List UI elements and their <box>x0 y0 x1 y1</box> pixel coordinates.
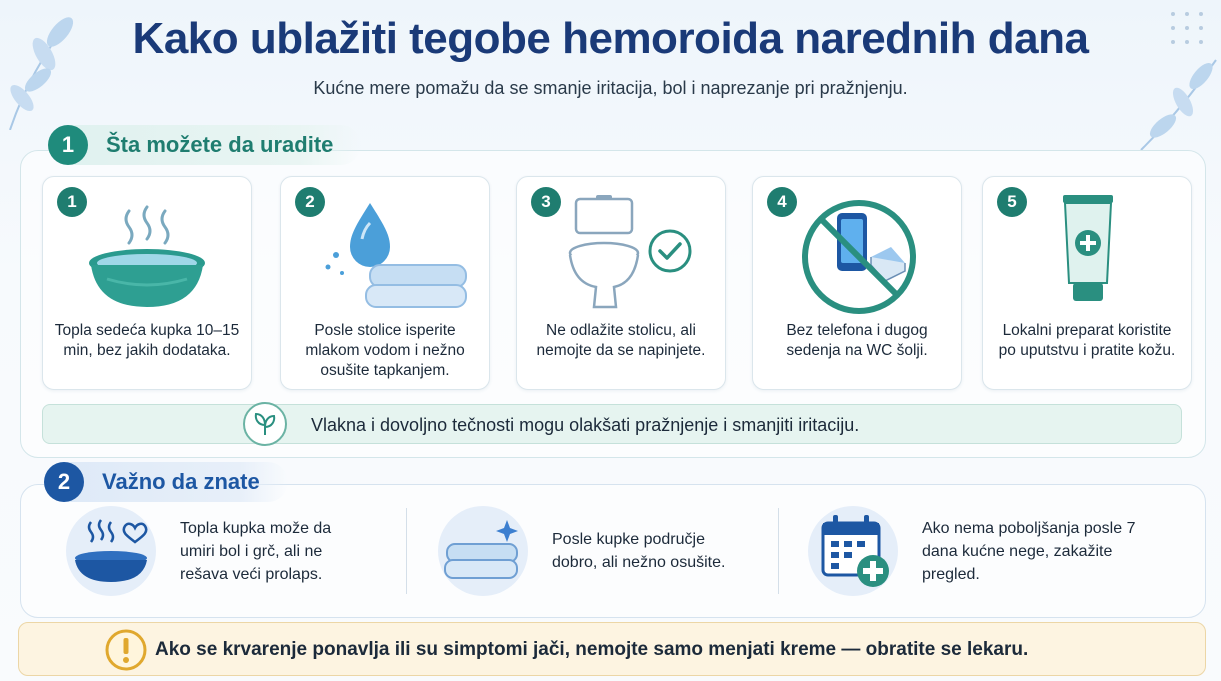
leaf-decoration-icon <box>1131 50 1221 160</box>
exclamation-icon <box>103 627 149 673</box>
ointment-tube-icon <box>1017 195 1157 320</box>
info-item-bath <box>66 496 370 606</box>
info-text: Ako nema poboljšanja posle 7 dana kućne nege, zakažite pregled. <box>922 519 1136 583</box>
section-2-number: 2 <box>44 462 84 502</box>
tip-card-no-phone <box>752 176 962 390</box>
fiber-tip-text: Vlakna i dovoljno tečnosti mogu olakšati pražnjenje i smanjiti iritaciju. <box>311 415 860 435</box>
section-1-header <box>48 125 361 165</box>
card-text: Lokalni preparat koristite po uputstvu i pratite kožu. <box>998 322 1176 359</box>
card-text: Topla sedeća kupka 10–15 min, bez jakih dodataka. <box>54 322 240 359</box>
warm-bath-heart-icon <box>66 506 156 596</box>
leaf-icon <box>243 402 287 446</box>
card-number: 5 <box>997 187 1027 217</box>
info-text: Posle kupke područje dobro, ali nežno osušite. <box>552 531 726 571</box>
warning-banner <box>18 622 1206 676</box>
info-item-checkup <box>808 496 1152 606</box>
water-drop-towel-icon <box>300 195 470 315</box>
card-number: 3 <box>531 187 561 217</box>
divider <box>778 508 779 594</box>
bath-basin-icon <box>77 195 217 315</box>
folded-towel-icon <box>438 506 528 596</box>
card-text: Posle stolice isperite mlakom vodom i nežno osušite tapkanjem. <box>305 322 465 379</box>
section-2-title: Važno da znate <box>102 469 260 494</box>
calendar-plus-icon <box>808 506 898 596</box>
warning-text: Ako se krvarenje ponavlja ili su simptomi jači, nemojte samo menjati kreme — obratite se lekaru. <box>155 639 1029 660</box>
card-number: 1 <box>57 187 87 217</box>
no-phone-icon <box>787 195 927 320</box>
tip-card-ointment <box>982 176 1192 390</box>
tip-card-bath <box>42 176 252 390</box>
section-1-title: Šta možete da uradite <box>106 132 334 157</box>
card-number: 4 <box>767 187 797 217</box>
page-title: Kako ublažiti tegobe hemoroida narednih dana <box>132 14 1089 63</box>
card-text: Ne odlažite stolicu, ali nemojte da se napinjete. <box>536 322 706 359</box>
section-1-number: 1 <box>48 125 88 165</box>
divider <box>406 508 407 594</box>
page-subtitle: Kućne mere pomažu da se smanje iritacija, bol i naprezanje pri pražnjenju. <box>313 78 908 98</box>
toilet-check-icon <box>536 195 706 320</box>
info-item-dry <box>438 496 732 606</box>
tip-card-rinse <box>280 176 490 390</box>
fiber-tip-bar <box>42 404 1182 444</box>
card-text: Bez telefona i dugog sedenja na WC šolji. <box>786 322 928 359</box>
tip-card-toilet <box>516 176 726 390</box>
card-number: 2 <box>295 187 325 217</box>
info-text: Topla kupka može da umiri bol i grč, ali ne rešava veći prolaps. <box>180 519 332 583</box>
